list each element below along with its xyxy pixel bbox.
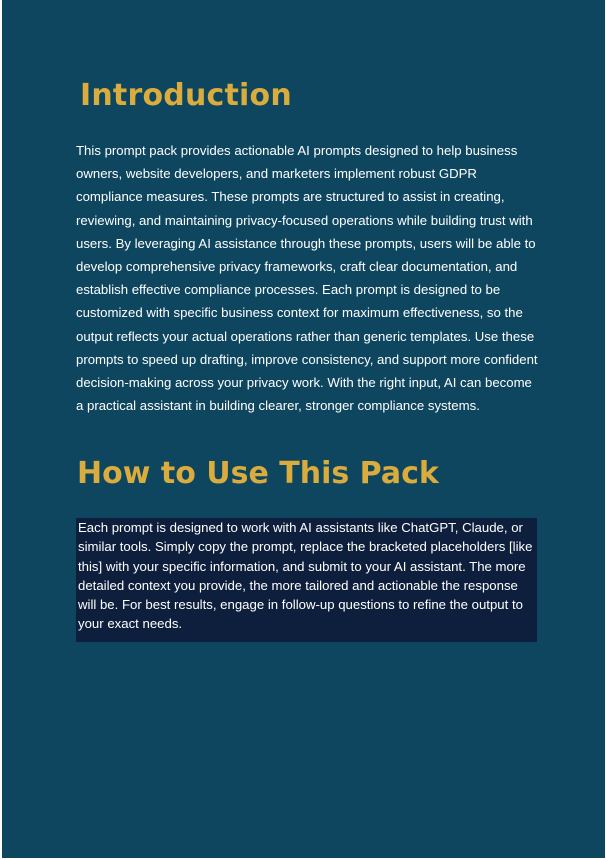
document-page <box>2 0 605 858</box>
how-to-use-paragraph: Each prompt is designed to work with AI assistants like ChatGPT, Claude, or similar tools. Simply copy the prompt, replace the bracketed placeholders [like this] with your specific information, and submit to your AI assistant. The more detailed context you provide, the more tailored and actionable the response will be. For best results, engage in follow-up questions to refine the output to your exact needs. <box>78 520 533 632</box>
introduction-heading: Introduction <box>80 78 292 113</box>
how-to-use-heading: How to Use This Pack <box>77 456 439 491</box>
how-to-use-callout <box>76 518 537 642</box>
introduction-paragraph: This prompt pack provides actionable AI prompts designed to help business owners, website developers, and marketers implement robust GDPR compliance measures. These prompts are structured to assist in creating, reviewing, and maintaining privacy-focused operations while building trust with users. By leveraging AI assistance through these prompts, users will be able to develop comprehensive privacy frameworks, craft clear documentation, and establish effective compliance processes. Each prompt is designed to be customized with specific business context for maximum effectiveness, so the output reflects your actual operations rather than generic templates. Use these prompts to speed up drafting, improve consistency, and support more confident decision-making across your privacy work. With the right input, AI can become a practical assistant in building clearer, stronger compliance systems. <box>76 143 538 414</box>
